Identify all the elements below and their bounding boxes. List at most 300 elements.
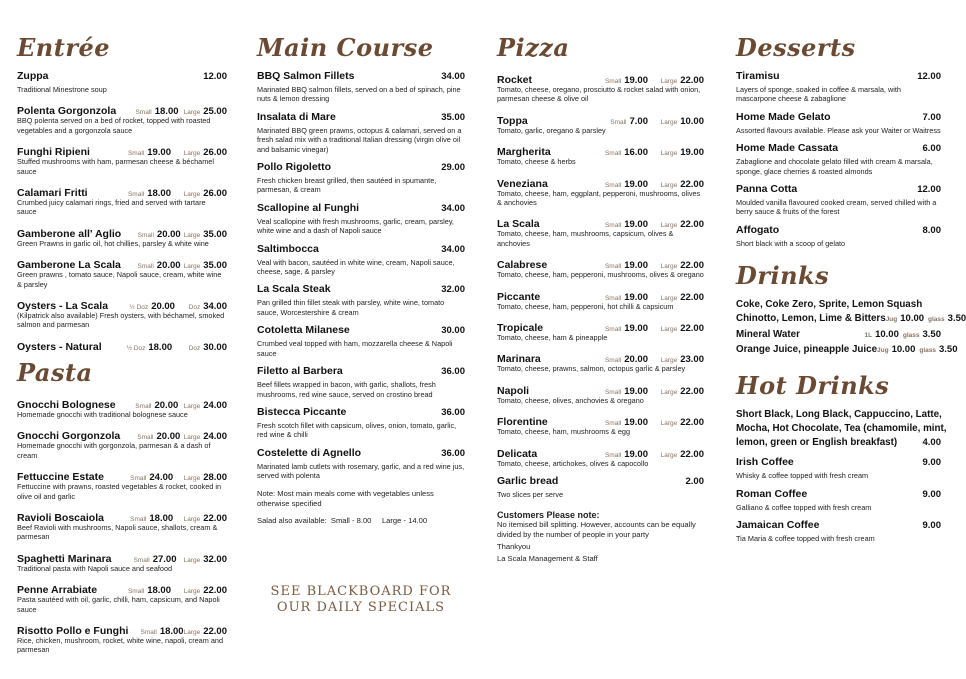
small-price: 27.00 [152,553,177,565]
menu-item [17,580,227,614]
item-price: 34.00 [441,202,465,214]
desserts-drinks-column [736,33,966,550]
item-description: Two slices per serve [497,490,564,500]
small-price-label: Small [127,191,145,199]
menu-item-header [17,70,227,85]
item-price: 36.00 [441,406,465,418]
large-price-label: Large [660,326,678,334]
large-price: 35.00 [203,260,227,272]
menu-item [497,412,704,436]
hot-drinks-line-1: Short Black, Long Black, Cappuccino, Latte, [736,409,942,421]
hot-drinks-list [736,456,941,543]
menu-item [257,406,465,440]
small-price-label: ½ Doz [129,304,149,312]
menu-item-header [17,183,227,198]
hot-drinks-line-2: Mocha, Hot Chocolate, Tea (chamomile, mint, [736,423,947,435]
pizza-heading: Pizza [497,33,570,62]
item-description: Pasta sautéed with oil, garlic, chilli, ham, capsicum, and Napoli sauce [17,595,220,614]
pasta-list [17,395,227,655]
customers-note-text: No itemised bill splitting. However, accounts can be equally divided by the number of people in your party [497,519,696,539]
item-description: Fettuccine with prawns, roasted vegetables & rocket, cooked in olive oil and garlic [17,482,222,501]
menu-item-header [17,395,227,410]
small-price-label: Small [610,118,627,126]
pizza-list [497,70,704,500]
large-price-group [172,337,227,355]
item-description: Rice, chicken, mushroom, rocket, white wine, napoli, cream and parmesan [17,635,224,655]
specials-line-1: SEE BLACKBOARD FOR [270,583,452,599]
menu-item [17,183,227,217]
item-price: 29.00 [441,162,465,174]
menu-item-header [497,142,704,157]
large-price-group [648,412,704,430]
item-name: Zuppa [17,70,49,82]
large-price-label: Doz [188,304,201,312]
item-name: La Scala Steak [257,283,331,296]
menu-item-header [257,161,465,176]
menu-item-header [736,519,941,534]
item-description: Homemade gnocchi with traditional bolognese sauce [17,409,188,419]
item-name: BBQ Salmon Fillets [257,70,355,82]
small-price-label: Small [604,263,622,271]
menu-item [17,101,227,135]
item-name: Tropicale [497,322,544,335]
menu-item [257,324,465,358]
small-price-label: Small [604,357,622,365]
menu-item [736,111,941,135]
item-name: Home Made Cassata [736,142,839,155]
item-description: Tomato, cheese, olives, anchovies & oregano [497,395,644,405]
menu-item-header [257,70,465,85]
item-name: Oysters - Natural [17,340,102,353]
large-price: 26.00 [203,147,227,159]
item-name: Funghi Ripieni [17,146,90,159]
large-price: 25.00 [203,106,227,118]
item-description: Fresh scotch fillet with capsicum, olives, onion, tomato, garlic, red wine & chilli [257,420,457,440]
small-price-label: Small [135,109,152,117]
item-name: Piccante [497,290,541,303]
small-price-label: Small [604,420,622,428]
menu-item-header [17,621,227,636]
item-description: Pan grilled thin fillet steak with parsley, white wine, tomato sauce, Worcestershire & cream [257,298,445,317]
menu-item-header [257,447,465,462]
small-price-label: Small [127,150,145,158]
item-name: Bistecca Piccante [257,405,347,418]
item-name: Oysters - La Scala [17,300,109,313]
item-name: Ravioli Boscaiola [17,511,104,524]
item-name: Rocket [497,74,533,86]
menu-item [736,488,941,512]
menu-item [497,381,704,405]
menu-item-header [497,412,704,427]
chinotto-line: Chinotto, Lemon, Lime & Bitters Jug 10.00 glass 3.50 [736,313,966,325]
menu-item-header [257,243,465,258]
small-price-label: Small [135,402,152,410]
item-description: Marinated BBQ salmon fillets, served on a bed of spinach, pine nuts & lemon dressing [257,85,461,104]
item-price: 32.00 [441,284,465,296]
small-price: 19.00 [624,178,648,190]
menu-item [17,395,227,419]
item-description: Tomato, cheese, ham, eggplant, pepperoni, mushrooms, olives & anchovies [497,188,701,208]
large-price-label: Large [660,222,678,230]
menu-item-header [736,70,941,85]
menu-item [497,142,704,166]
salad-note: Salad also available: Small - 8.00 Large - 14.00 [257,515,428,525]
menu-item [736,183,941,217]
menu-item [17,337,227,352]
large-price: 10.00 [680,115,704,127]
item-name: Margherita [497,146,551,159]
large-price-group [648,142,704,160]
menu-item-header [736,111,941,126]
item-description: Homemade gnocchi with gorgonzola, parmesan & a dash of cream [17,441,211,460]
item-description: Galliano & coffee topped with fresh cream [736,502,872,512]
item-description: Moulded vanilla flavoured cooked cream, served chilled with a berry sauce & fruits of the forest [736,198,937,217]
menu-item-header [497,111,704,126]
menu-item [17,467,227,501]
soft-drinks-line: Coke, Coke Zero, Sprite, Lemon Squash [736,299,923,311]
item-name: Gamberone La Scala [17,259,121,272]
item-name: Pollo Rigoletto [257,161,332,174]
menu-item-header [257,202,465,217]
menu-item [257,161,465,195]
menu-item-header [736,224,941,239]
menu-item [497,255,704,279]
large-price-label: Large [660,78,678,85]
small-price-label: Small [130,515,147,523]
large-price-label: Large [660,118,678,126]
large-price-label: Large [660,388,678,396]
vegetables-note: Note: Most main meals come with vegetables unless otherwise specified [257,488,434,508]
item-price: 36.00 [441,447,465,459]
item-name: Gnocchi Bolognese [17,398,116,411]
large-price: 24.00 [203,399,227,411]
main-course-list [257,70,465,481]
large-price: 22.00 [680,448,704,460]
menu-item [497,287,704,311]
large-price-label: Large [660,451,678,459]
menu-item [497,174,704,208]
large-price: 19.00 [680,147,704,159]
main-course-heading: Main Course [257,33,434,62]
item-description: Veal with bacon, sautéed in white wine, cream, Napoli sauce, cheese, sage, & parsley [257,257,455,277]
item-description: Green prawns , tomato sauce, Napoli sauce, cream, white wine & parsley [17,270,222,289]
menu-item [497,349,704,373]
small-price-label: Small [604,326,622,334]
large-price: 22.00 [680,323,704,335]
item-description: (Kilpatrick also available) Fresh oysters, with béchamel, smoked salmon and parmesan [17,311,225,330]
item-name: Napoli [497,384,530,397]
large-price-label: Large [183,628,201,636]
item-name: Scallopine al Funghi [257,201,360,214]
menu-item [257,243,465,277]
small-price: 19.00 [147,147,171,159]
large-price: 23.00 [680,354,704,366]
menu-item [17,142,227,176]
large-price-label: Large [660,294,678,302]
small-price: 18.00 [149,512,174,524]
desserts-list [736,70,941,248]
item-description: Tomato, cheese, oregano, prosciutto & rocket salad with onion, parmesan cheese & olive oil [497,85,701,104]
menu-item-header [736,456,941,471]
item-name: Calamari Fritti [17,187,88,200]
drinks-heading: Drinks [736,261,830,291]
menu-item-header [736,488,941,503]
pasta-heading: Pasta [17,357,93,387]
item-name: Spaghetti Marinara [17,552,112,565]
menu-item [17,621,227,655]
item-name: Marinara [497,353,541,366]
entree-pasta-column [17,34,227,662]
small-price: 18.00 [147,188,171,200]
item-description: Fresh chicken breast grilled, then sautéed in spumante, parmesan, & cream [257,176,437,195]
small-price: 20.00 [156,228,181,240]
small-price-group [576,142,648,160]
item-price: 34.00 [441,243,465,255]
large-price-group [648,318,704,336]
item-name: Insalata di Mare [257,110,336,123]
menu-item [257,447,465,481]
large-price: 26.00 [203,188,227,200]
small-price-label: Small [137,263,154,271]
menu-item-header [736,183,941,198]
hot-drinks-heading: Hot Drinks [736,371,890,401]
menu-item [736,519,941,543]
management-text: La Scala Management & Staff [497,553,598,563]
menu-item-header [17,296,227,311]
small-price: 20.00 [151,301,175,313]
large-price: 32.00 [203,553,227,565]
small-price: 20.00 [624,354,648,366]
menu-item [257,365,465,399]
item-description: Stuffed mushrooms with ham, parmesan cheese & béchamel sauce [17,157,214,176]
item-name: Jamaican Coffee [736,519,820,532]
item-name: Calabrese [497,259,548,272]
item-description: Layers of sponge, soaked in coffee & marsala, with mascarpone cheese & zabaglione [736,85,901,104]
large-price: 22.00 [203,512,227,524]
small-price-group [102,337,173,355]
large-price-label: Large [183,402,201,410]
large-price-label: Large [660,181,678,189]
small-price: 19.00 [624,219,648,231]
entree-list [17,70,227,352]
item-description: Tomato, cheese, ham, pepperoni, hot chilli & capsicum [497,301,674,311]
item-name: Polenta Gorgonzola [17,105,117,118]
large-price-label: Large [183,109,201,117]
small-price: 19.00 [624,291,648,303]
menu-item-header [497,318,704,333]
item-description: Tomato, cheese, prawns, salmon, octopus garlic & parsley [497,364,686,374]
menu-item [497,444,704,468]
large-price-label: Large [183,191,201,199]
item-description: Tomato, cheese, ham, mushrooms, capsicum, olives & anchovies [497,229,674,248]
item-price: 30.00 [441,325,465,337]
small-price: 24.00 [149,472,174,484]
large-price: 24.00 [203,431,227,443]
thankyou-text: Thankyou [497,541,531,551]
menu-item-header [17,224,227,239]
small-price: 20.00 [156,260,181,272]
item-price: 6.00 [922,143,941,155]
small-price-label: Small [137,434,154,442]
menu-item [17,426,227,460]
hot-drinks-line-3: lemon, green or English breakfast) 4.00 [736,437,941,449]
large-price: 22.00 [680,260,704,272]
large-price-label: Large [660,150,678,158]
small-price: 19.00 [624,323,648,335]
item-name: Florentine [497,416,548,429]
menu-item [497,111,704,135]
item-description: Short black with a scoop of gelato [736,238,846,248]
small-price-label: Small [140,628,157,636]
item-description: Zabaglione and chocolate gelato filled with cream & marsala, sponge, glace cherries & roasted almonds [736,157,933,176]
large-price-group [648,444,704,462]
item-name: Gamberone all' Aglio [17,227,122,240]
menu-item [17,296,227,330]
item-description: Tomato, cheese & herbs [497,157,576,167]
large-price-group [176,549,227,567]
large-price: 28.00 [203,472,227,484]
small-price: 18.00 [148,341,173,353]
menu-item [17,70,227,94]
item-price: 12.00 [917,184,941,196]
daily-specials-notice [257,584,465,616]
menu-item-header [497,255,704,270]
item-description: Crumbed veal topped with ham, mozzarella cheese & Napoli sauce [257,339,453,358]
large-price: 22.00 [680,178,704,190]
item-price: 12.00 [203,71,227,82]
menu-item-header [257,324,465,339]
large-price-label: Doz [188,344,201,352]
small-price: 20.00 [156,431,181,443]
item-description: Tomato, garlic, oregano & parsley [497,125,606,135]
menu-item [257,283,465,317]
menu-item-header [257,406,465,421]
menu-item [17,549,227,573]
menu-item [736,456,941,480]
item-description: Beef fillets wrapped in bacon, with garlic, shallots, fresh mushrooms, red wine sauce, served on crostino bread [257,380,436,399]
menu-item [497,475,704,499]
large-price-label: Large [183,515,201,523]
menu-item-header [497,349,704,364]
menu-item [497,318,704,342]
small-price-label: Small [604,388,622,396]
item-name: Panna Cotta [736,183,798,196]
item-description: Crumbed juicy calamari rings, fried and served with tartare sauce [17,198,206,217]
small-price: 19.00 [624,448,648,460]
large-price: 22.00 [680,219,704,231]
small-price: 19.00 [624,75,648,86]
small-price-label: Small [604,222,622,230]
menu-item [497,214,704,248]
item-description: Whisky & coffee topped with fresh cream [736,471,869,481]
small-price-label: Small [133,556,150,564]
item-name: Cotoletta Milanese [257,324,350,337]
small-price: 16.00 [624,147,648,159]
menu-item-header [736,142,941,157]
entree-heading: Entrée [17,33,111,62]
menu-item [17,508,227,542]
large-price-label: Large [660,420,678,428]
pizza-column [497,34,704,564]
menu-item-header [257,365,465,380]
large-price-label: Large [660,357,678,365]
item-description: Tomato, cheese, ham & pineapple [497,333,608,343]
item-price: 9.00 [922,520,941,532]
item-description: Veal scallopine with fresh mushrooms, garlic, cream, parsley, white wine and a dash of Napoli sauce [257,216,454,236]
item-description: Marinated lamb cutlets with rosemary, garlic, and a red wine jus, served with polenta [257,461,465,481]
large-price-label: Large [183,150,201,158]
small-price-label: Small [604,78,622,85]
menu-item-header [257,111,465,126]
large-price: 30.00 [203,341,227,353]
juice-line: Orange Juice, pineapple Juice Jug 10.00 glass 3.50 [736,344,958,356]
hot-drinks-basic [736,408,947,450]
item-price: 35.00 [441,111,465,123]
menu-item [497,70,704,104]
item-description: Tomato, cheese, ham, mushrooms & egg [497,427,631,437]
customers-note-title: Customers Please note: [497,509,600,520]
item-name: Veneziana [497,177,548,190]
menu-item-header [497,444,704,459]
large-price: 22.00 [680,385,704,397]
small-price-label: Small [137,231,154,239]
small-price: 19.00 [624,385,648,397]
item-name: Risotto Pollo e Funghi [17,624,129,637]
item-price: 8.00 [922,224,941,236]
item-description: Beef Ravioli with mushrooms, Napoli sauce, shallots, cream & parmesan [17,522,218,542]
large-price: 34.00 [203,301,227,313]
menu-item-header [17,337,227,352]
menu-item-header [17,508,227,523]
item-name: Costelette di Agnello [257,446,362,459]
small-price-label: ½ Doz [126,344,146,352]
item-name: Tiramisu [736,70,780,82]
item-name: Filetto al Barbera [257,365,343,378]
item-price: 9.00 [922,457,941,469]
large-price: 22.00 [680,291,704,303]
small-price-label: Small [604,451,622,459]
menu-item-header [497,174,704,189]
menu-item [736,142,941,176]
small-price: 19.00 [624,417,648,429]
item-name: Penne Arrabiate [17,584,98,597]
item-name: Roman Coffee [736,487,808,500]
menu-item-header [17,426,227,441]
menu-item [736,70,941,104]
large-price-group [648,111,704,129]
small-price-label: Small [604,294,622,302]
customers-note [497,510,704,564]
menu-item-header [497,214,704,229]
small-price-label: Small [127,588,145,596]
main-course-column [257,34,465,616]
item-name: Saltimbocca [257,242,319,255]
menu-item-header [17,142,227,157]
item-description: Assorted flavours available. Please ask your Waiter or Waitress [736,125,941,135]
item-description: Traditional Minestrone soup [17,85,107,94]
item-name: Delicata [497,447,538,460]
large-price: 22.00 [680,75,704,86]
item-description: Tomato, cheese, ham, pepperoni, mushrooms, olives & oregano [497,270,704,280]
item-name: La Scala [497,218,540,231]
large-price-label: Large [183,588,201,596]
small-price: 18.00 [147,585,171,597]
large-price: 22.00 [680,417,704,429]
small-price: 20.00 [154,399,179,411]
menu-item [257,111,465,154]
large-price-label: Large [183,475,201,483]
drinks-list [736,298,966,358]
